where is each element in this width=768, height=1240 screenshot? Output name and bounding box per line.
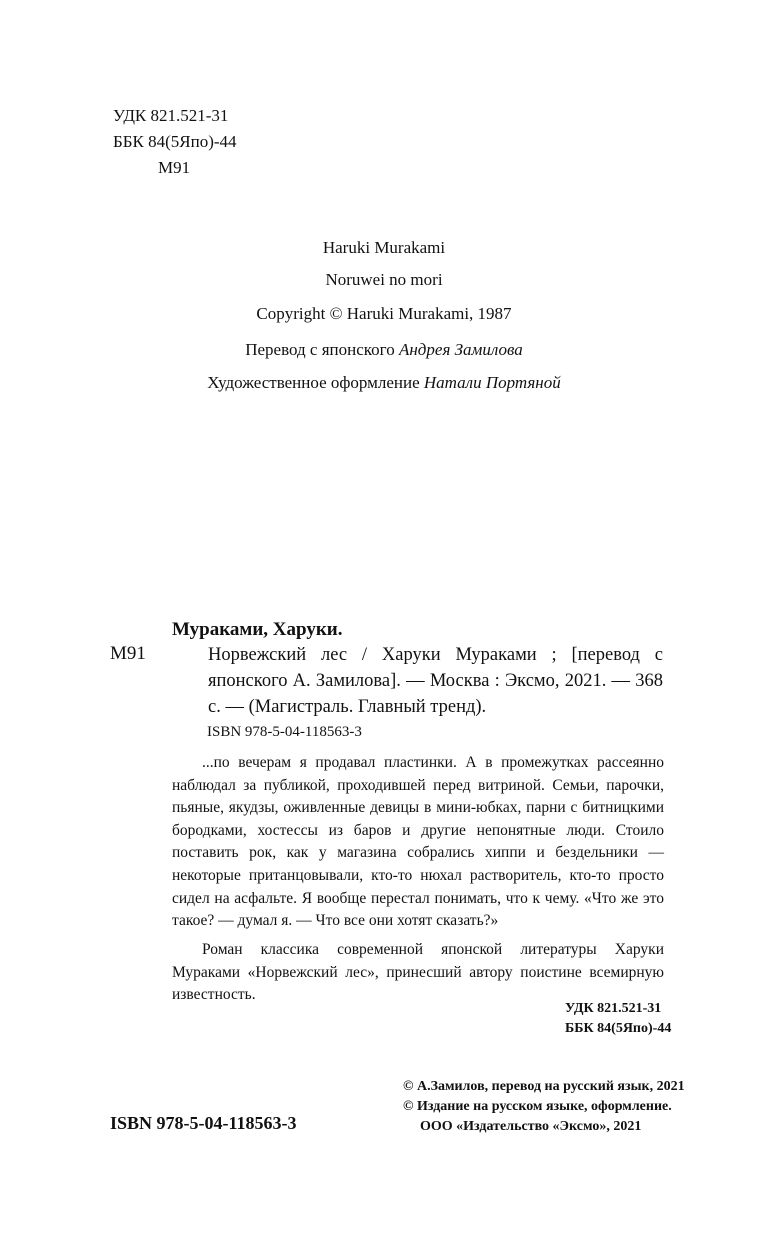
translation-label: Перевод с японского bbox=[245, 340, 395, 359]
design-label: Художественное оформление bbox=[207, 373, 420, 392]
record-isbn: ISBN 978-5-04-118563-3 bbox=[207, 724, 362, 740]
original-title: Noruwei no mori bbox=[325, 270, 443, 289]
copyright-line: Copyright © Haruki Murakami, 1987 bbox=[256, 304, 512, 323]
footer-isbn: ISBN 978-5-04-118563-3 bbox=[110, 1113, 297, 1133]
translator-name: Андрея Замилова bbox=[398, 340, 523, 359]
designer-name: Натали Портяной bbox=[423, 373, 561, 392]
original-author: Haruki Murakami bbox=[322, 238, 446, 257]
footer-udk: УДК 821.521-31 bbox=[565, 1001, 662, 1016]
copyright-edition: © Издание на русском языке, оформление. bbox=[403, 1099, 672, 1114]
design-credit bbox=[0, 373, 768, 393]
annotation-excerpt: ...по вечерам я продавал пластинки. А в промежутках рассеянно наблюдал за публикой, проходившей перед витриной. Семьи, парочки, пьяные, якудзы, оживленные девицы в мини-юбках, парни с битницкими бородками, хостессы из баров и другие непонятные люди. Стоило поставить рок, как у магазина собрались хиппи и бездельники — некоторые пританцовывали, кто-то нюхал растворитель, кто-то просто сидел на асфальте. Я вообще перестал понимать, что к чему. «Что же это такое? — думал я. — Что все они хотят сказать?» bbox=[172, 754, 664, 930]
annotation-summary: Роман классика современной японской литературы Харуки Мураками «Норвежский лес», принесший автору поистине всемирную известность. bbox=[172, 941, 664, 1004]
record-description: Норвежский лес / Харуки Мураками ; [перевод с японского А. Замилова]. — Москва : Эксмо, 2021. — 368 с. — (Магистраль. Главный тренд). bbox=[208, 645, 663, 717]
udk-code: УДК 821.521-31 bbox=[113, 106, 229, 125]
bbk-code: ББК 84(5Япо)-44 bbox=[113, 132, 237, 151]
footer-bbk: ББК 84(5Япо)-44 bbox=[565, 1021, 672, 1036]
author-sign: М91 bbox=[158, 158, 191, 177]
publisher-line: ООО «Издательство «Эксмо», 2021 bbox=[420, 1119, 642, 1134]
copyright-translation: © А.Замилов, перевод на русский язык, 2021 bbox=[403, 1079, 685, 1094]
record-heading: Мураками, Харуки. bbox=[172, 619, 343, 640]
record-sign: М91 bbox=[110, 643, 146, 664]
translation-credit bbox=[0, 340, 768, 360]
